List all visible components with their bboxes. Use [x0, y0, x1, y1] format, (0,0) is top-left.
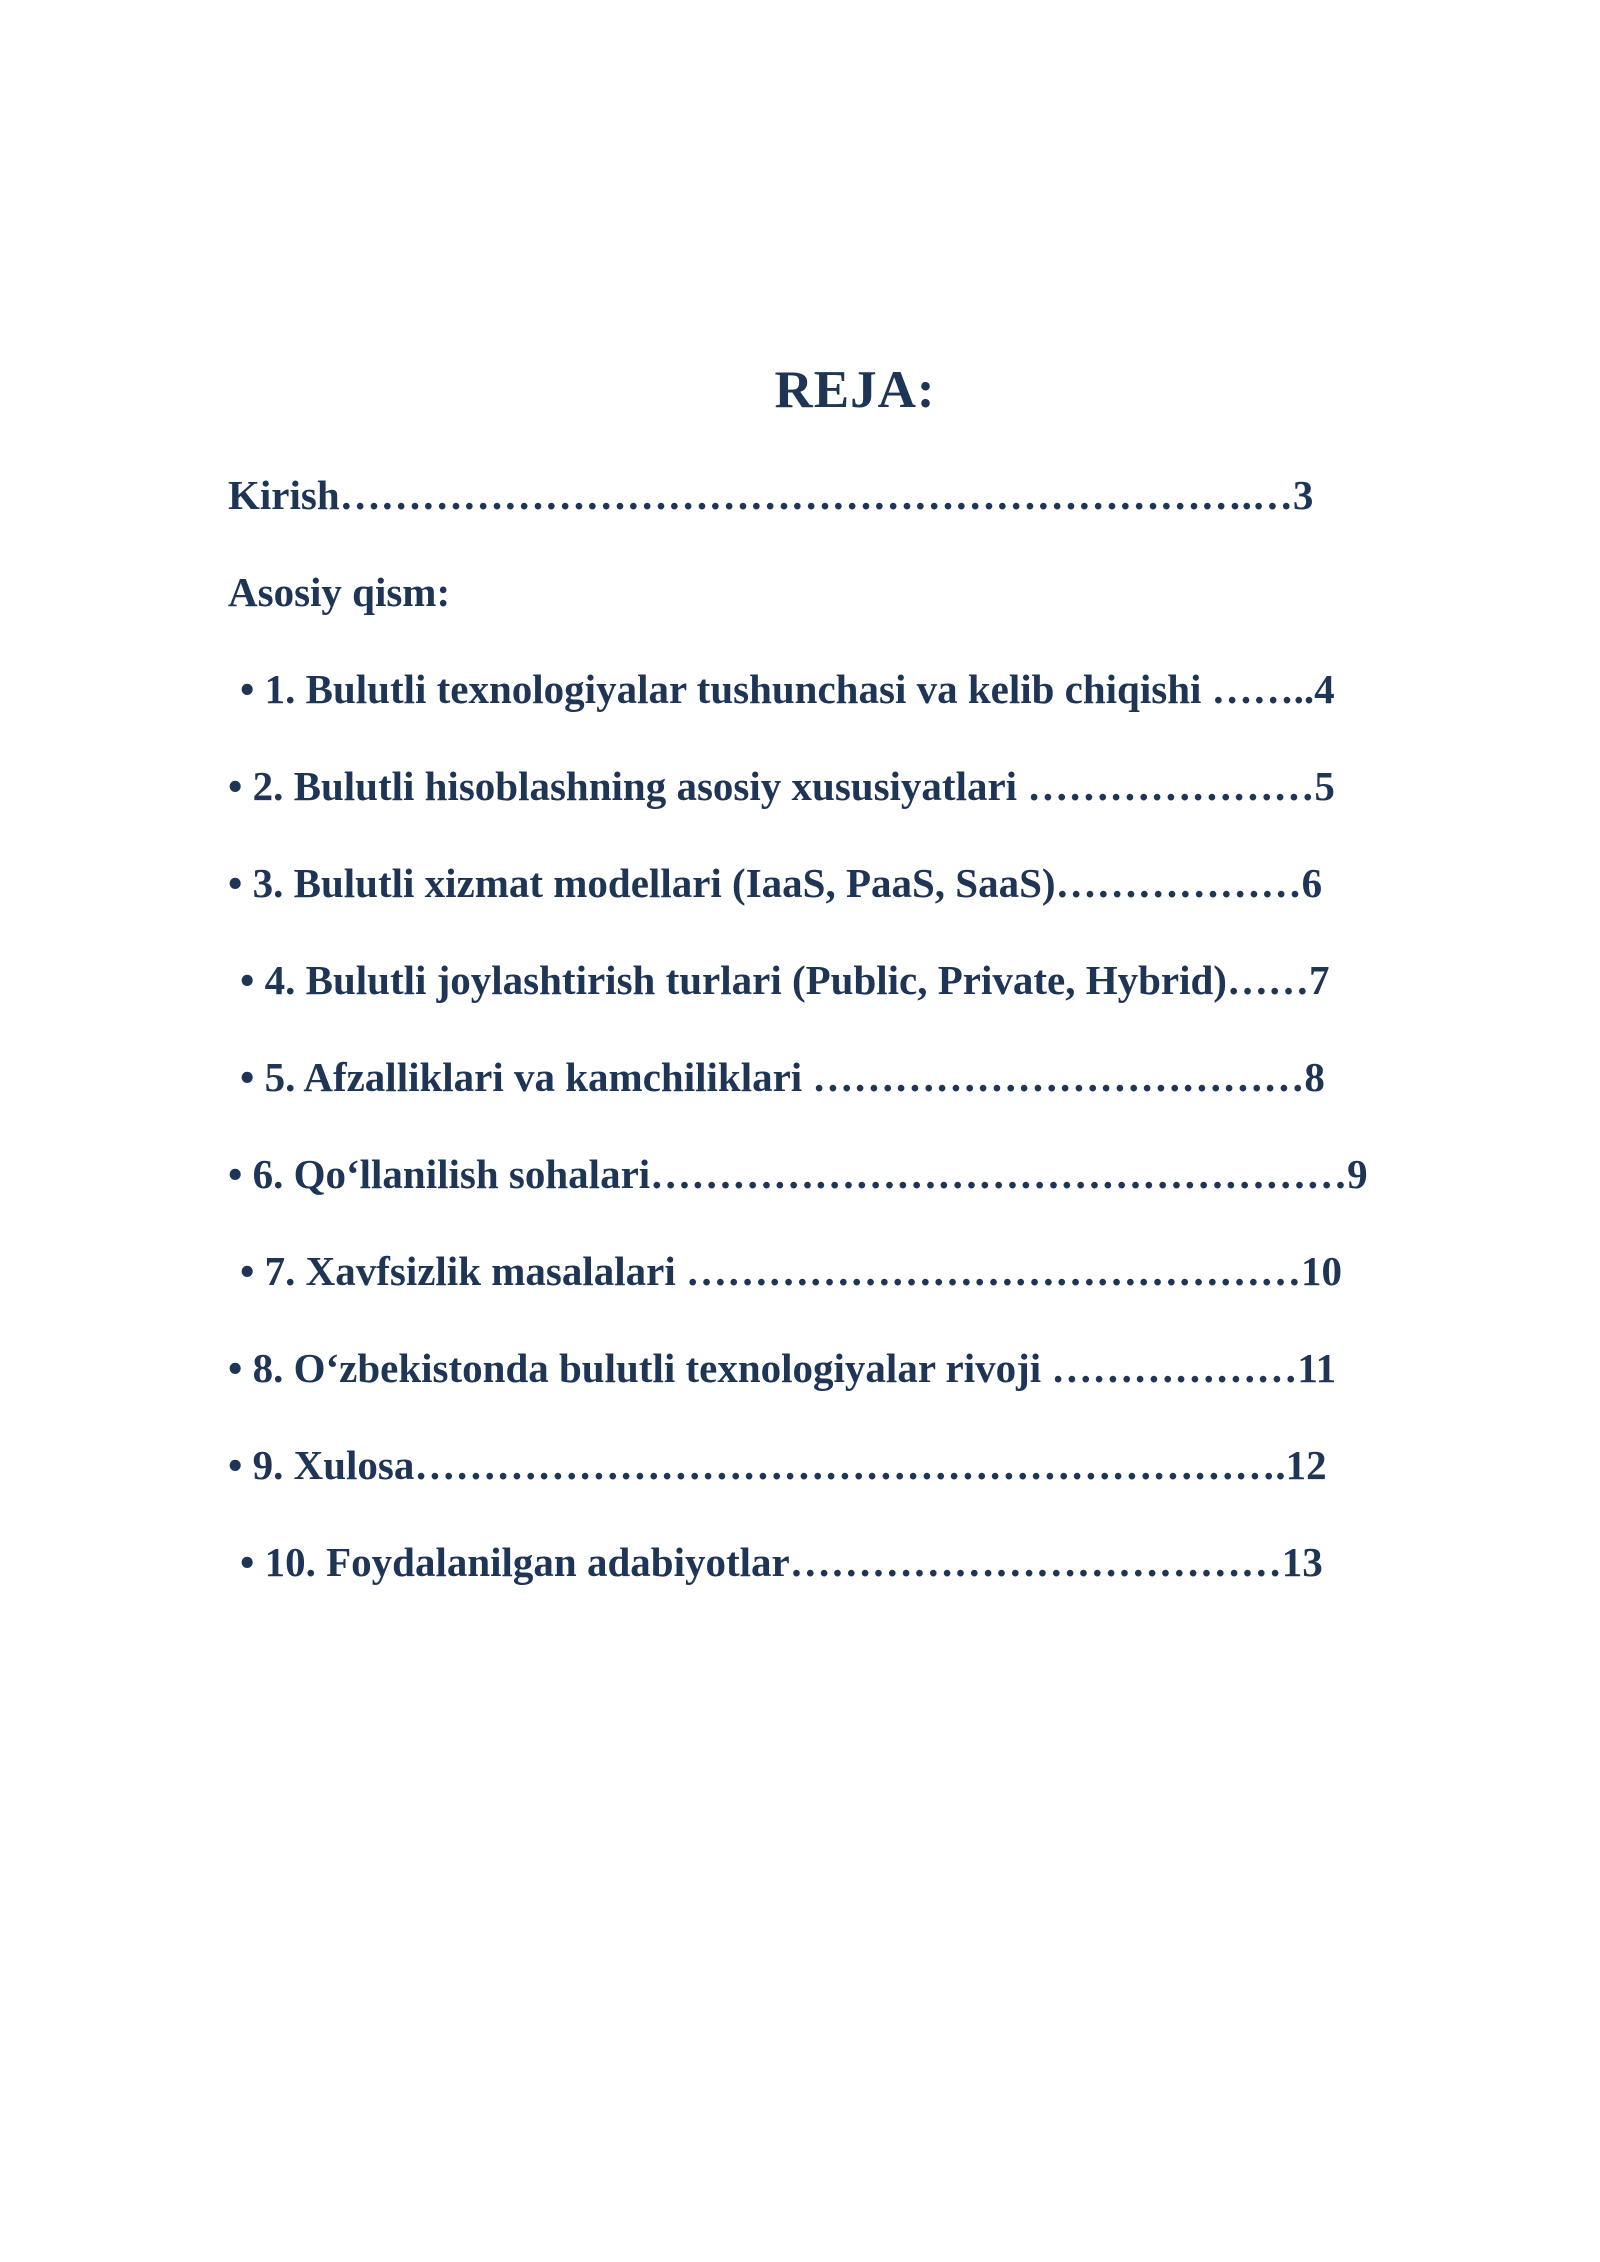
toc-intro: Kirish………………………………………………………….…3 — [228, 472, 1314, 518]
toc-item: • 10. Foydalanilgan adabiyotlar………………………………13 — [240, 1539, 1323, 1585]
toc-item: • 9. Xulosa……………………………………………………….12 — [228, 1442, 1327, 1488]
toc-item: • 4. Bulutli joylashtirish turlari (Public, Private, Hybrid)……7 — [240, 957, 1330, 1003]
page-title: REJA: — [774, 361, 936, 419]
toc-item: • 2. Bulutli hisoblashning asosiy xususiyatlari …………………5 — [228, 763, 1335, 809]
toc-item: • 5. Afzalliklari va kamchiliklari ………………………………8 — [240, 1054, 1325, 1100]
toc-item: • 1. Bulutli texnologiyalar tushunchasi va kelib chiqishi ……..4 — [240, 666, 1335, 712]
toc-main-heading: Asosiy qism: — [228, 569, 451, 615]
toc-item: • 8. O‘zbekistonda bulutli texnologiyalar rivoji ………………11 — [228, 1345, 1337, 1391]
toc-item: • 3. Bulutli xizmat modellari (IaaS, PaaS, SaaS)………………6 — [228, 860, 1323, 906]
toc-item: • 6. Qo‘llanilish sohalari……………………………………………9 — [228, 1151, 1368, 1197]
toc-item: • 7. Xavfsizlik masalalari ………………………………………10 — [240, 1248, 1342, 1294]
